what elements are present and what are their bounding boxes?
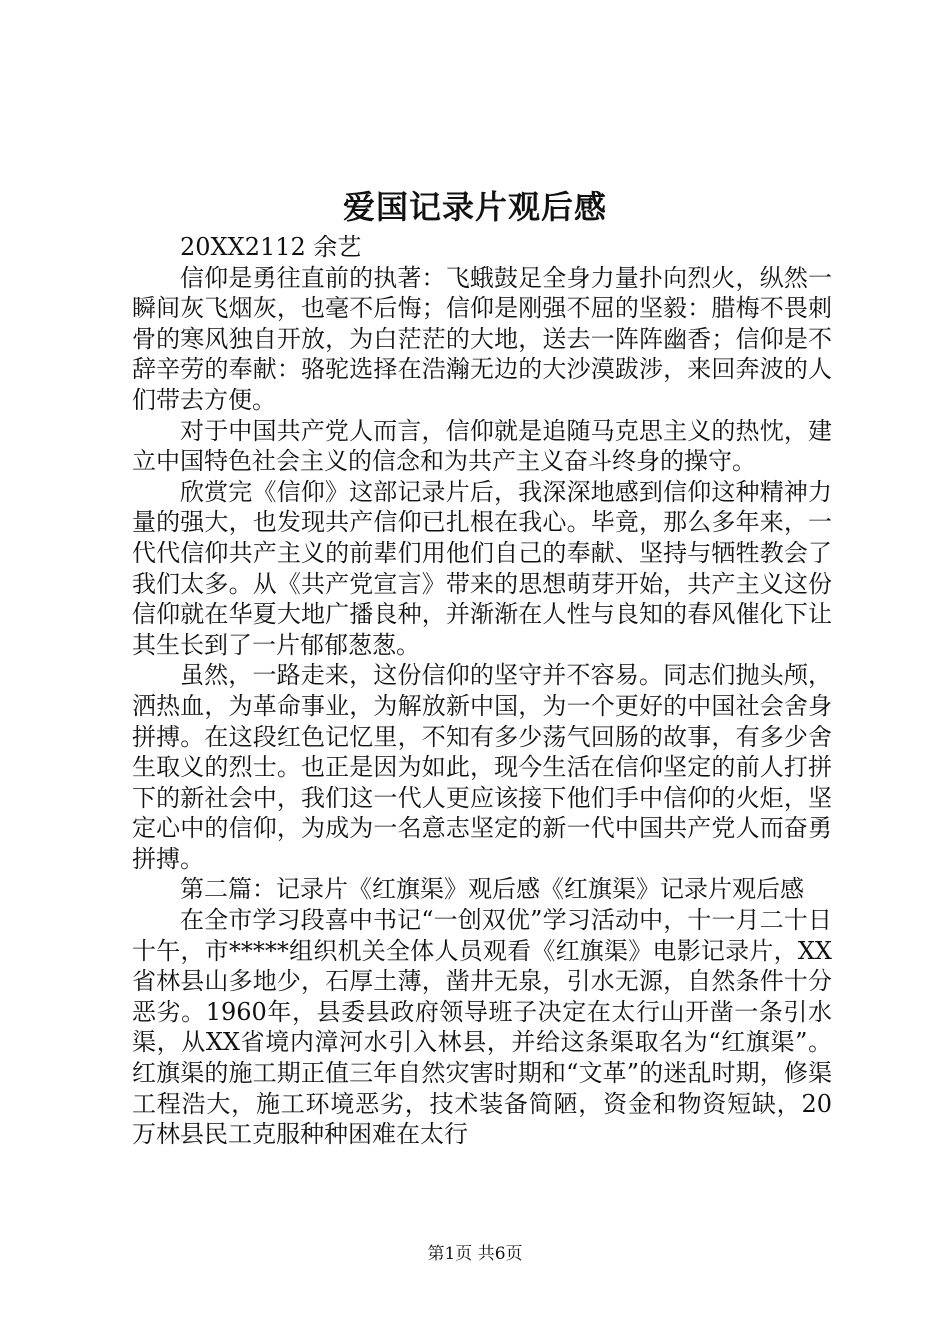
paragraph-4: 虽然，一路走来，这份信仰的坚守并不容易。同志们抛头颅，洒热血，为革命事业，为解放新中国，为一个更好的中国社会舍身拼搏。在这段红色记忆里，不知有多少荡气回肠的故事，有多少舍生取义的烈士。也正是因为如此，现今生活在信仰坚定的前人打拼下的新社会中，我们这一代人更应该接下他们手中信仰的火炬，坚定心中的信仰，为成为一名意志坚定的新一代中国共产党人而奋勇拼搏。 bbox=[132, 661, 832, 873]
page-footer: 第1页 共6页 bbox=[427, 1244, 523, 1264]
paragraph-5: 在全市学习段喜中书记“一创双优”学习活动中，十一月二十日十午，市*****组织机关全体人员观看《红旗渠》电影记录片，XX省林县山多地少，石厚土薄，凿井无泉，引水无源，自然条件十分恶劣。1960年，县委县政府领导班子决定在太行山开凿一条引水渠，从XX省境内漳河水引入林县，并给这条渠取名为“红旗渠”。红旗渠的施工期正值三年自然灾害时期和“文革”的迷乱时期，修渠工程浩大，施工环境恶劣，技术装备简陋，资金和物资短缺，20万林县民工克服种种困难在太行 bbox=[132, 906, 832, 1149]
paragraph-2: 对于中国共产党人而言，信仰就是追随马克思主义的热忱，建立中国特色社会主义的信念和为共产主义奋斗终身的操守。 bbox=[132, 416, 832, 476]
document-body bbox=[132, 232, 832, 1150]
byline: 20XX2112 余艺 bbox=[180, 233, 362, 261]
paragraph-3: 欣赏完《信仰》这部记录片后，我深深地感到信仰这种精神力量的强大，也发现共产信仰已扎根在我心。毕竟，那么多年来，一代代信仰共产主义的前辈们用他们自己的奉献、坚持与牺牲教会了我们太多。从《共产党宣言》带来的思想萌芽开始，共产主义这份信仰就在华夏大地广播良种，并渐渐在人性与良知的春风催化下让其生长到了一片郁郁葱葱。 bbox=[132, 477, 832, 659]
document-title: 爱国记录片观后感 bbox=[342, 188, 607, 226]
section-heading: 第二篇：记录片《红旗渠》观后感《红旗渠》记录片观后感 bbox=[180, 875, 804, 904]
paragraph-1: 信仰是勇往直前的执著：飞蛾鼓足全身力量扑向烈火，纵然一瞬间灰飞烟灰，也毫不后悔；信仰是刚强不屈的坚毅：腊梅不畏刺骨的寒风独自开放，为白茫茫的大地，送去一阵阵幽香；信仰是不辞辛劳的奉献：骆驼选择在浩瀚无边的大沙漠跋涉，来回奔波的人们带去方便。 bbox=[132, 263, 832, 414]
